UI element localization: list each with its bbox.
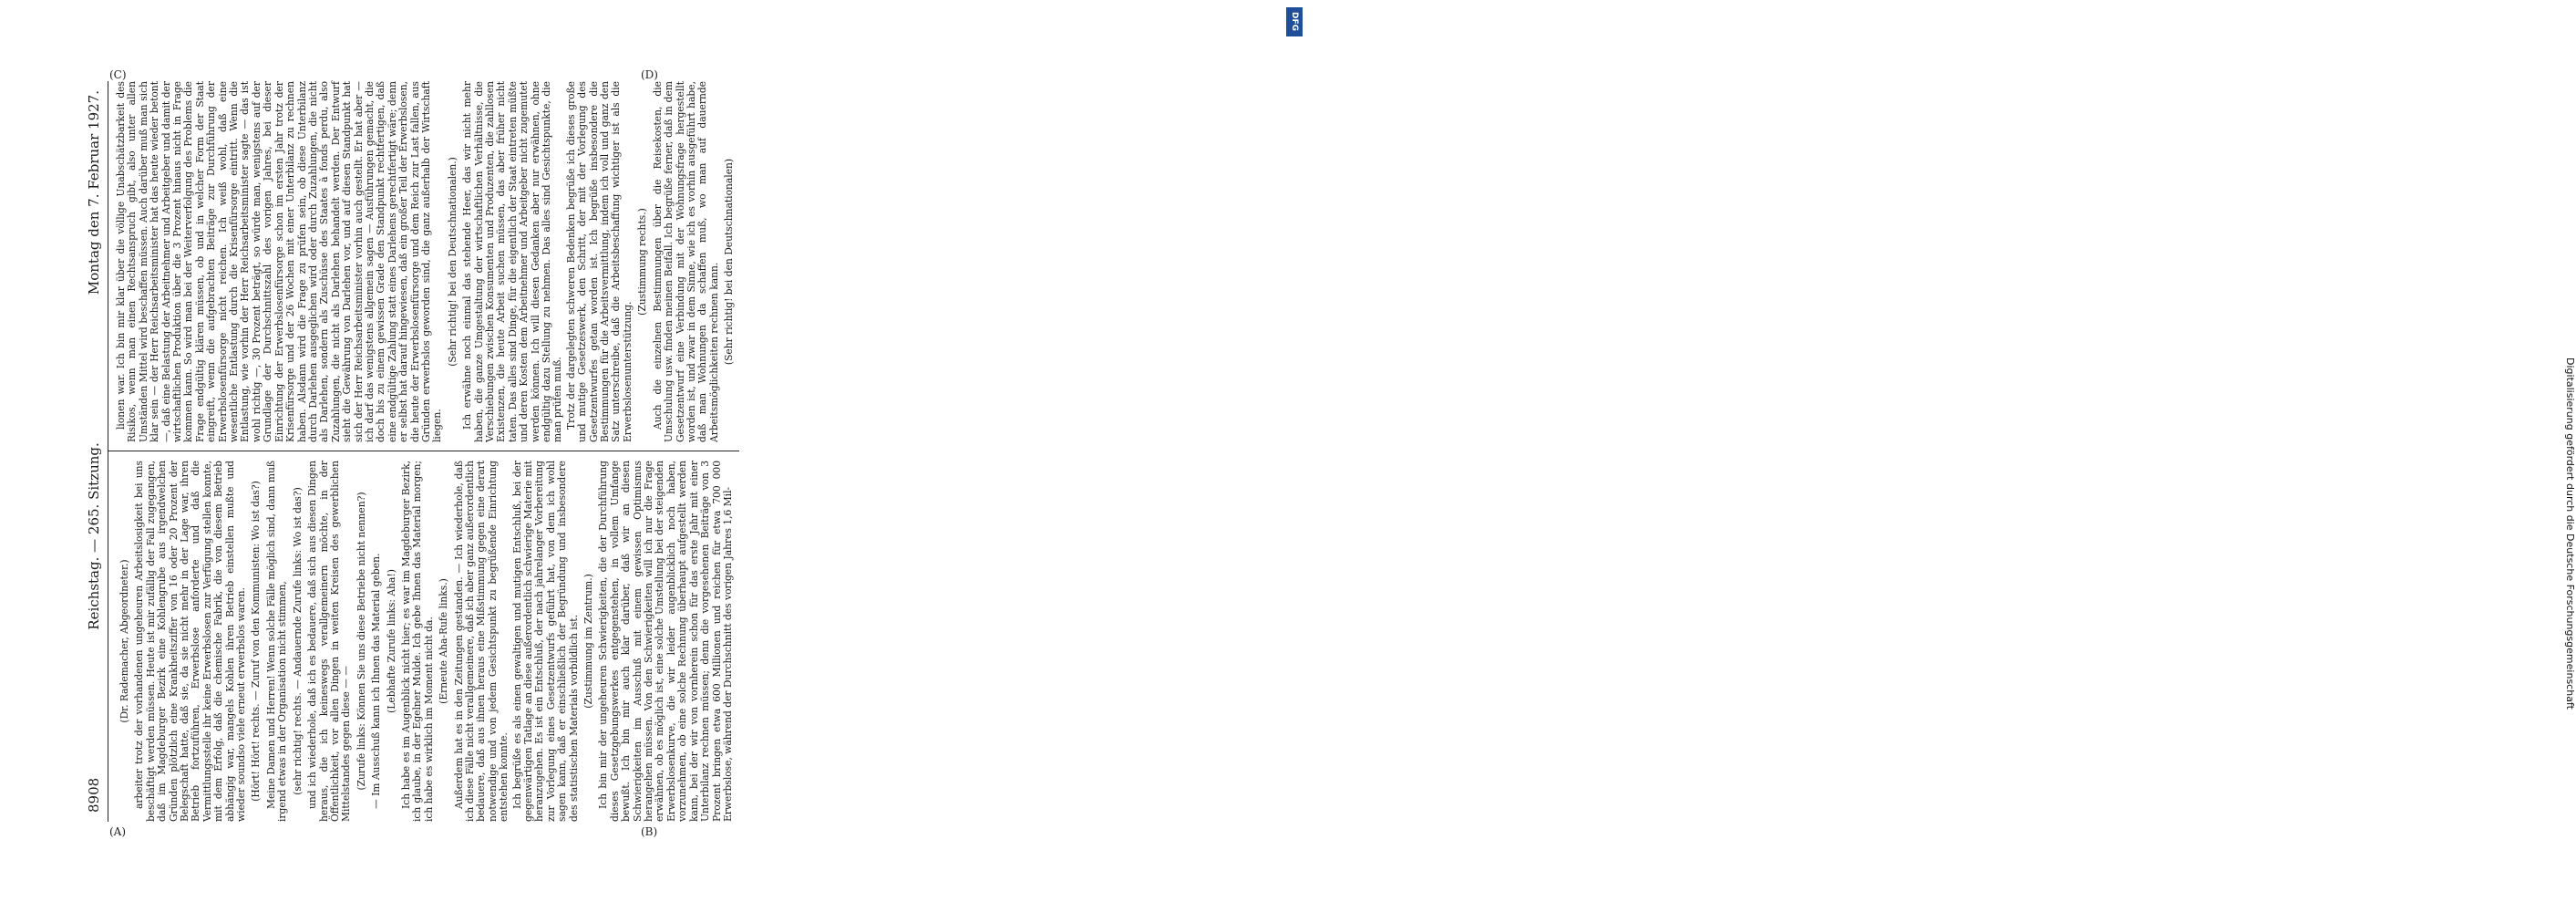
remark: (Erneute Aha-Rufe links.) — [438, 578, 450, 704]
paragraph: Außerdem hat es in den Zeitungen gestanden. — Ich wiederhole, daß ich diese Fälle nicht verallgemeinere, daß ich aber ganz außerordentlich bedauere, daß aus ihnen heraus eine Mißstimmung gegen eine derart notwendige und von jedem Gesichtspunkt zu begrüßende Einrichtung entstehen konnte. — [452, 461, 510, 822]
remark: (Zustimmung im Zentrum.) — [582, 574, 595, 709]
paragraph: Ich begrüße es als einen gewaltigen und mutigen Entschluß, bei der gegenwärtigen Tatlage an diese außerordentlich schwierige Materie mit heranzugehen. Es ist ein Entschluß, der nach jahrelanger Vorbereitung zur Vorlegung eines Gesetzentwurfs geführt hat, von dem ich wohl sagen kann, daß er einschließlich der Begründung und insbesondere des statistischen Materials vorbildlich ist. — [510, 461, 580, 822]
remark: (Hört! Hört! rechts. — Zuruf von den Kommunisten: Wo ist das?) — [250, 481, 263, 802]
margin-mark-d: (D) — [641, 68, 658, 81]
page-header — [73, 81, 108, 822]
paragraph: Meine Damen und Herren! Wenn solche Fälle möglich sind, dann muß irgend etwas in der Organisation nicht stimmen, — [264, 461, 289, 822]
session-date: Montag den 7. Februar 1927. — [86, 90, 102, 295]
dfg-sidebar — [1280, 0, 2576, 912]
scanned-page — [55, 0, 1276, 903]
rotated-page — [73, 59, 1258, 844]
remark: (Lebhafte Zurufe links: Aha!) — [385, 569, 397, 713]
paragraph: Ich bin mir der ungeheuren Schwierigkeiten, die der Durchführung dieses Gesetzgebungswerkes entgegenstehen, in vollem Umfange bewußt. Ich bin mir auch klar darüber, daß wir an diesen Schwierigkeiten im Ausschuß mit einem gewissen Optimismus herangehen müssen. Von den Schwierigkeiten will ich nur die Frage erwähnen, ob es möglich ist, eine solche Umstellung bei der steigenden Erwerbslosenkurve, die wir leider augenblicklich noch haben, vorzunehmen, ob eine solche Rechnung überhaupt aufgestellt werden kann, bei der wir von vornherein schon für das erste Jahr mit einer Unterbilanz rechnen müssen; denn die vorgesehenen Beiträge von 3 Prozent bringen etwa 600 Millionen und reichen für etwa 700 000 Erwerbslose, während der Durchschnitt des vorigen Jahres 1,6 Mil- — [597, 461, 734, 822]
remark: (sehr richtig! rechts. — Andauernde Zurufe links: Wo ist das?) — [291, 487, 304, 795]
paragraph: — Im Ausschuß kann ich Ihnen das Material geben. — [370, 553, 383, 809]
remark: (Sehr richtig! bei den Deutschnationalen.) — [446, 157, 459, 367]
paragraph: und ich wiederhole, daß ich es bedauere, daß sich aus diesen Dingen heraus, die ich keineswegs verallgemeinern möchte, in der Öffentlichkeit, vor allen Dingen in weiten Kreisen des gewerblichen Mittelstandes gegen diese — — — [306, 461, 353, 822]
page-number: 8908 — [86, 777, 102, 813]
paragraph: arbeiter trotz der vorhandenen ungeheuren Arbeitslosigkeit bei uns beschäftigt werden müssen. Heute ist mir zufällig der Fall zugegangen, daß im Magdeburger Bezirk eine Kohlengrube aus irgendwelchen Gründen plötzlich eine Krankheitsziffer von 16 oder 20 Prozent der Belegschaft hatte, daß sie, da sie nicht mehr in der Lage war, ihren Betrieb fortzuführen, Erwerbslose anforderte und daß die Vermittlungsstelle ihr keine Erwerbslosen zur Verfügung stellen konnte, mit dem Erfolg, daß die chemische Fabrik, die von diesem Betrieb abhängig war, mangels Kohlen ihren Betrieb einstellen mußte und wieder soundso viele erneut erwerbslos waren. — [133, 461, 248, 822]
dfg-logo-icon: DFG — [1286, 7, 1303, 36]
remark: (Zustimmung rechts.) — [636, 208, 649, 316]
dfg-credit-text: Digitalisierung gefördert durch die Deutsche Forschungsgemeinschaft — [2564, 358, 2576, 710]
paragraph: Ich erwähne noch einmal das stehende Heer, das wir nicht mehr haben, die ganze Umgestaltung der wirtschaftlichen Verhältnisse, die Verschiebungen zwischen Konsumenten und Produzenten, die zahllosen Existenzen, die heute Arbeit suchen müssen, das aber früher nicht taten. Das alles sind Dinge, für die eigentlich der Staat eintreten müßte und deren Kosten dem Arbeitnehmer und Arbeitgeber nicht zugemutet werden können. Ich will diesen Gedanken aber nur erwähnen, ohne endgültig dazu Stellung zu nehmen. Das alles sind Gesichtspunkte, die man prüfen muß. — [461, 81, 564, 442]
paragraph: Trotz der dargelegten schweren Bedenken begrüße ich dieses große und mutige Gesetzeswerk, den Schritt, der mit der Vorlegung des Gesetzentwurfes getan worden ist. Ich begrüße insbesondere die Bestimmungen für die Arbeitsvermittlung, indem ich voll und ganz den Satz unterschreibe, daß die Arbeitsbeschaffung wichtiger ist als die Erwerbslosenunterstützung. — [564, 81, 634, 442]
session-title: Reichstag. — 265. Sitzung. — [86, 442, 102, 630]
paragraph: Ich habe es im Augenblick nicht hier; es war im Magdeburger Bezirk, ich glaube, in der Egelner Mulde. Ich gebe Ihnen das Material morgen; ich habe es wirklich im Moment nicht da. — [399, 461, 435, 822]
left-column — [116, 461, 739, 822]
paragraph: Auch die einzelnen Bestimmungen über die Reisekosten, die Umschulung usw. finden meinen Beifall. Ich begrüße ferner, daß in dem Gesetzentwurf eine Verbindung mit der Wohnungsfrage hergestellt worden ist, und zwar in dem Sinne, wie ich es vorhin ausgeführt habe, daß man Wohnungen da schaffen muß, wo man auf dauernde Arbeitsmöglichkeiten rechnen kann. — [651, 81, 720, 442]
margin-mark-c: (C) — [109, 68, 127, 81]
remark: (Zurufe links: Können Sie uns diese Betriebe nicht nennen?) — [355, 492, 367, 791]
remark: (Sehr richtig! bei den Deutschnationalen) — [723, 158, 736, 366]
right-column — [116, 81, 739, 442]
paragraph: lionen war. Ich bin mir klar über die völlige Unabschätzbarkeit des Risikos, wenn man einen Rechtsanspruch gibt, also unter allen Umständen Mittel wird beschaffen müssen. Auch darüber muß man sich klar sein — der Herr Reichsarbeitsminister hat das heute wieder betont —, daß eine Belastung der Arbeitnehmer und Arbeitgeber und damit der wirtschaftlichen Produktion über die 3 Prozent hinaus nicht in Frage kommen kann. So wird man bei der Weiterverfolgung des Problems die Frage endgültig klären müssen, ob und in welcher Form der Staat eingreift, wenn die aufgebrachten Beiträge zur Durchführung der Erwerbslosenfürsorge nicht reichen. Ich weiß wohl, daß eine wesentliche Entlastung durch die Krisenfürsorge eintritt. Wenn die Entlastung, wie vorhin der Herr Reichsarbeitsminister sagte — das ist wohl richtig —, 30 Prozent beträgt, so würde man, wenigstens auf der Grundlage der Durchschnittszahl des vorigen Jahres, bei dieser Einrichtung der Erwerbslosenfürsorge schon im ersten Jahr trotz der Krisenfürsorge und der 26 Wochen mit einer Unterbilanz zu rechnen haben. Alsdann wird die Frage zu prüfen sein, ob diese Unterbilanz durch Darlehen ausgeglichen wird oder durch Zuzahlungen, die nicht als Darlehen, sondern als Zuschüsse des Staates à fonds perdu, also Zuzahlungen, die nicht als Darlehen behandelt werden. Der Entwurf sieht die Gewährung von Darlehen vor, und auf diesen Standpunkt hat sich der Herr Reichsarbeitsminister vorhin auch gestellt. Er hat aber — ich darf das wenigstens allgemein sagen — Ausführungen gemacht, die doch bis zu einem gewissen Grade den Standpunkt rechtfertigen, daß eine endgültige Zahlung statt eines Darlehens gerechtfertigt wäre; denn er selbst hat darauf hingewiesen, daß ein großer Teil der Erwerbslosen, die heute der Erwerbslosenfürsorge und dem Reich zur Last fallen, aus Gründen erwerbslos geworden sind, die ganz außerhalb der Wirtschaft liegen. — [115, 81, 444, 442]
speaker-label: (Dr. Rademacher, Abgeordneter.) — [118, 559, 130, 723]
margin-mark-a: (A) — [109, 825, 127, 838]
margin-mark-b: (B) — [641, 825, 658, 838]
text-columns — [108, 81, 739, 822]
